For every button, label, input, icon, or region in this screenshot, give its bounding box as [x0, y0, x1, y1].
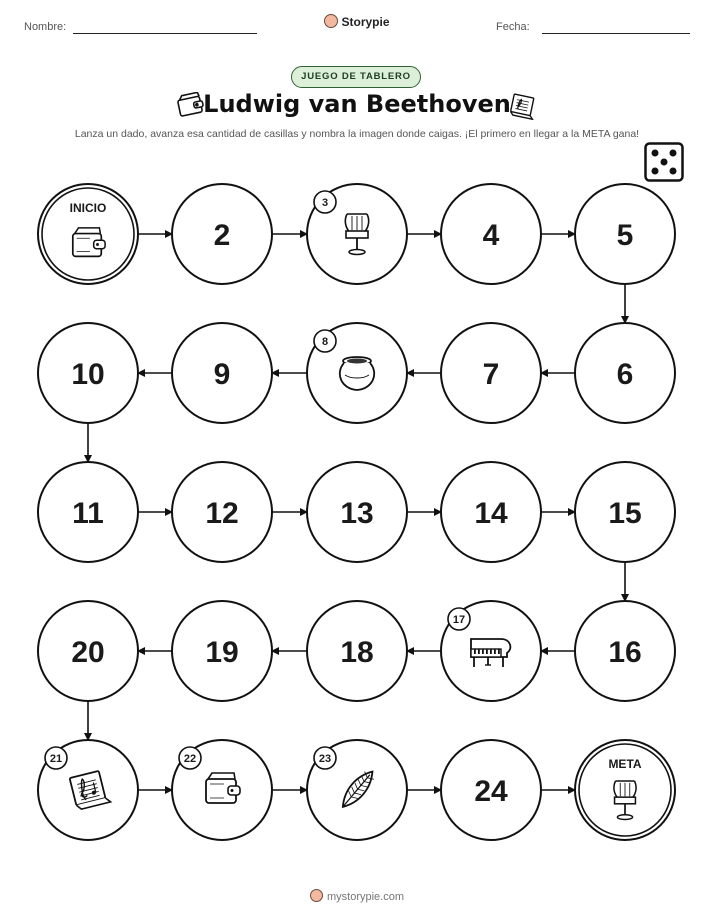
cell-number: 12	[205, 497, 239, 530]
instructions: Lanza un dado, avanza esa cantidad de casillas y nombra la imagen donde caigas. ¡El primero en llegar a la META gana!	[74, 128, 640, 140]
board-cell-13	[307, 462, 407, 562]
cell-number: 6	[616, 358, 634, 391]
board-cell-5	[575, 184, 675, 284]
finish-label: META	[608, 757, 642, 771]
cell-number: 9	[213, 358, 231, 391]
start-label: INICIO	[69, 201, 107, 215]
board-cell-10	[38, 323, 138, 423]
cell-number: 15	[608, 497, 642, 530]
board-cell-25	[575, 740, 675, 840]
board-cell-4	[441, 184, 541, 284]
board-cell-6	[575, 323, 675, 423]
board-cell-14	[441, 462, 541, 562]
cell-number: 7	[482, 358, 500, 391]
board-cell-17	[441, 601, 541, 701]
game-type-badge: JUEGO DE TABLERO	[291, 66, 421, 88]
cell-number: 20	[71, 636, 105, 669]
board-cell-3	[307, 184, 407, 284]
mascot-icon	[310, 889, 323, 902]
board-cell-20	[38, 601, 138, 701]
cell-number: 17	[452, 614, 466, 626]
cell-number: 10	[71, 358, 105, 391]
cell-number: 16	[608, 636, 642, 669]
footer	[0, 889, 714, 903]
board-cell-7	[441, 323, 541, 423]
cell-number: 22	[183, 753, 197, 765]
cell-number: 19	[205, 636, 239, 669]
page-title: Ludwig van Beethoven	[203, 90, 511, 118]
board-cell-15	[575, 462, 675, 562]
pot-icon	[340, 357, 374, 390]
board-cell-23	[307, 740, 407, 840]
cell-number: 11	[72, 497, 104, 530]
cell-number: 24	[474, 775, 508, 808]
cell-number: 5	[616, 219, 634, 252]
footer-url: mystorypie.com	[326, 891, 405, 903]
brand-name: Storypie	[341, 15, 390, 29]
board-cell-19	[172, 601, 272, 701]
board-cell-8	[307, 323, 407, 423]
cell-number: 3	[321, 197, 329, 209]
cell-number: 14	[474, 497, 508, 530]
cell-number: 13	[340, 497, 374, 530]
cell-number: 23	[318, 753, 332, 765]
name-label: Nombre:	[24, 21, 67, 33]
cell-number: 8	[321, 336, 329, 348]
board-cell-1	[38, 184, 138, 284]
board-cell-12	[172, 462, 272, 562]
cell-number: 2	[213, 219, 231, 252]
board-cell-22	[172, 740, 272, 840]
board-cell-18	[307, 601, 407, 701]
date-label: Fecha:	[496, 21, 530, 33]
cell-number: 4	[482, 219, 500, 252]
board-cell-16	[575, 601, 675, 701]
board-cell-21	[38, 740, 138, 840]
board-cell-24	[441, 740, 541, 840]
cell-number: 21	[49, 753, 63, 765]
board-cell-9	[172, 323, 272, 423]
board-cell-2	[172, 184, 272, 284]
cell-number: 18	[340, 636, 374, 669]
board-cell-11	[38, 462, 138, 562]
